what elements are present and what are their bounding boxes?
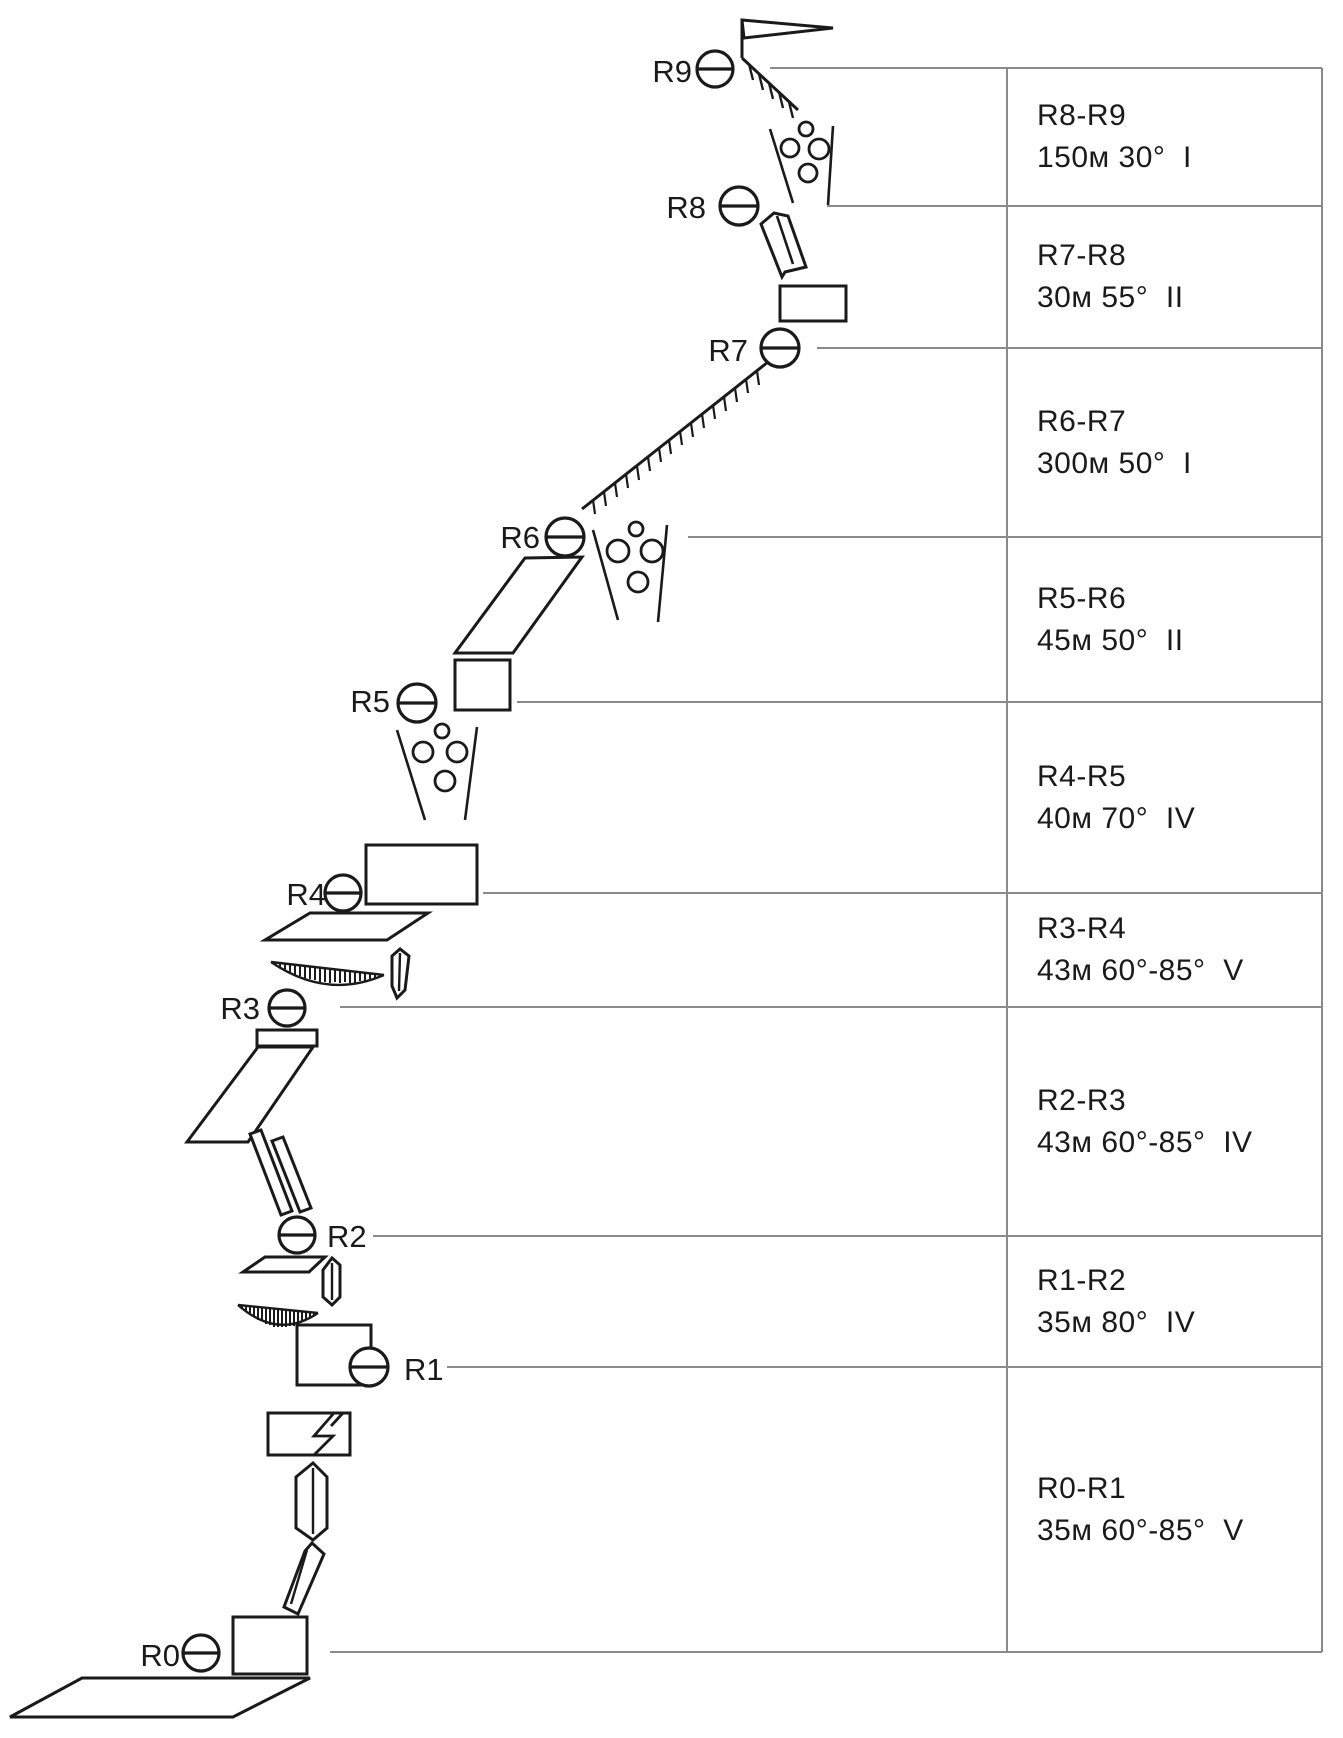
belay-station-R4 bbox=[325, 875, 361, 911]
cracked-block-R0-R1-icon bbox=[268, 1413, 350, 1455]
pitch-row-R7-R8 bbox=[1007, 206, 1322, 348]
pitch-detail: 35м 80° IV bbox=[1037, 1305, 1196, 1339]
pitch-detail: 300м 50° I bbox=[1037, 446, 1192, 480]
chevron-flake-R1-R2-icon bbox=[323, 1258, 340, 1305]
summit-flag-icon bbox=[742, 20, 833, 58]
belay-station-R7 bbox=[761, 329, 799, 367]
double-flake-R2-icon bbox=[250, 1130, 311, 1215]
scree-couloir-R4-R5-icon bbox=[397, 724, 477, 820]
pitch-name: R7-R8 bbox=[1037, 239, 1127, 272]
ground-ledge-icon bbox=[10, 1678, 310, 1717]
belay-label-R5: R5 bbox=[350, 684, 390, 719]
belay-label-R3: R3 bbox=[220, 991, 260, 1026]
pitch-name: R6-R7 bbox=[1037, 404, 1127, 438]
ledge-below-R3-icon bbox=[257, 1030, 317, 1046]
belay-station-R9 bbox=[697, 51, 733, 87]
flake-R3-R4-icon bbox=[392, 949, 409, 998]
pitch-detail: 43м 60°-85° V bbox=[1037, 954, 1244, 987]
belay-station-R2 bbox=[279, 1217, 315, 1253]
belay-station-R0 bbox=[183, 1635, 219, 1671]
scree-couloir-R6-icon bbox=[593, 522, 667, 622]
pitch-row-R5-R6 bbox=[1007, 537, 1322, 702]
block-at-R4-icon bbox=[366, 845, 477, 904]
pitch-name: R8-R9 bbox=[1037, 99, 1127, 132]
belay-label-R7: R7 bbox=[708, 333, 748, 368]
block-above-R7-icon bbox=[780, 286, 846, 321]
ramp-flake-R7-R8-icon bbox=[761, 213, 806, 277]
pitch-name: R4-R5 bbox=[1037, 759, 1127, 793]
ramp-R5-R6-icon bbox=[455, 557, 582, 653]
overhang-arc-R3-R4-icon bbox=[271, 962, 384, 985]
shelf-below-R2-icon bbox=[243, 1257, 325, 1272]
pitch-detail: 35м 60°-85° V bbox=[1037, 1513, 1244, 1547]
block-above-R5-icon bbox=[455, 660, 510, 710]
pitch-name: R3-R4 bbox=[1037, 912, 1127, 945]
pitch-name: R0-R1 bbox=[1037, 1471, 1127, 1505]
pitch-name: R2-R3 bbox=[1037, 1083, 1127, 1117]
pitch-row-R3-R4 bbox=[1007, 893, 1322, 1007]
pitch-row-R2-R3 bbox=[1007, 1007, 1322, 1236]
belay-label-R0: R0 bbox=[140, 1638, 180, 1673]
pitch-row-R4-R5 bbox=[1007, 702, 1322, 893]
pitch-detail: 45м 50° II bbox=[1037, 623, 1184, 657]
hatched-slope-R6-R7-icon bbox=[582, 362, 768, 514]
ledge-below-R4-icon bbox=[265, 913, 428, 940]
pitch-name: R5-R6 bbox=[1037, 581, 1127, 615]
slab-R2-R3-icon bbox=[187, 1047, 313, 1142]
pitch-row-R1-R2 bbox=[1007, 1236, 1322, 1367]
pitch-name: R1-R2 bbox=[1037, 1263, 1127, 1297]
belay-station-R1 bbox=[350, 1348, 388, 1386]
pitch-detail: 40м 70° IV bbox=[1037, 801, 1196, 835]
belay-label-R8: R8 bbox=[666, 190, 706, 225]
belay-label-R2: R2 bbox=[327, 1219, 367, 1254]
belay-label-R6: R6 bbox=[500, 520, 540, 555]
belay-label-R9: R9 bbox=[652, 54, 692, 89]
crack-flake-lower-R0-R1-icon bbox=[284, 1543, 324, 1614]
pitch-detail: 43м 60°-85° IV bbox=[1037, 1125, 1253, 1159]
pitch-row-R6-R7 bbox=[1007, 348, 1322, 537]
belay-station-R6 bbox=[546, 518, 584, 556]
scree-couloir-R8-R9-icon bbox=[770, 122, 833, 205]
belay-label-R4: R4 bbox=[286, 877, 326, 912]
pitch-detail: 150м 30° I bbox=[1037, 141, 1192, 174]
belay-station-R5 bbox=[398, 684, 436, 722]
crack-flake-upper-R0-R1-icon bbox=[296, 1463, 327, 1540]
belay-station-R8 bbox=[720, 187, 758, 225]
belay-label-R1: R1 bbox=[404, 1352, 444, 1387]
belay-station-R3 bbox=[269, 990, 305, 1026]
pitch-row-R8-R9 bbox=[1007, 68, 1322, 206]
block-at-R0-icon bbox=[233, 1617, 307, 1674]
pitch-detail: 30м 55° II bbox=[1037, 281, 1184, 314]
pitch-row-R0-R1 bbox=[1007, 1367, 1322, 1652]
